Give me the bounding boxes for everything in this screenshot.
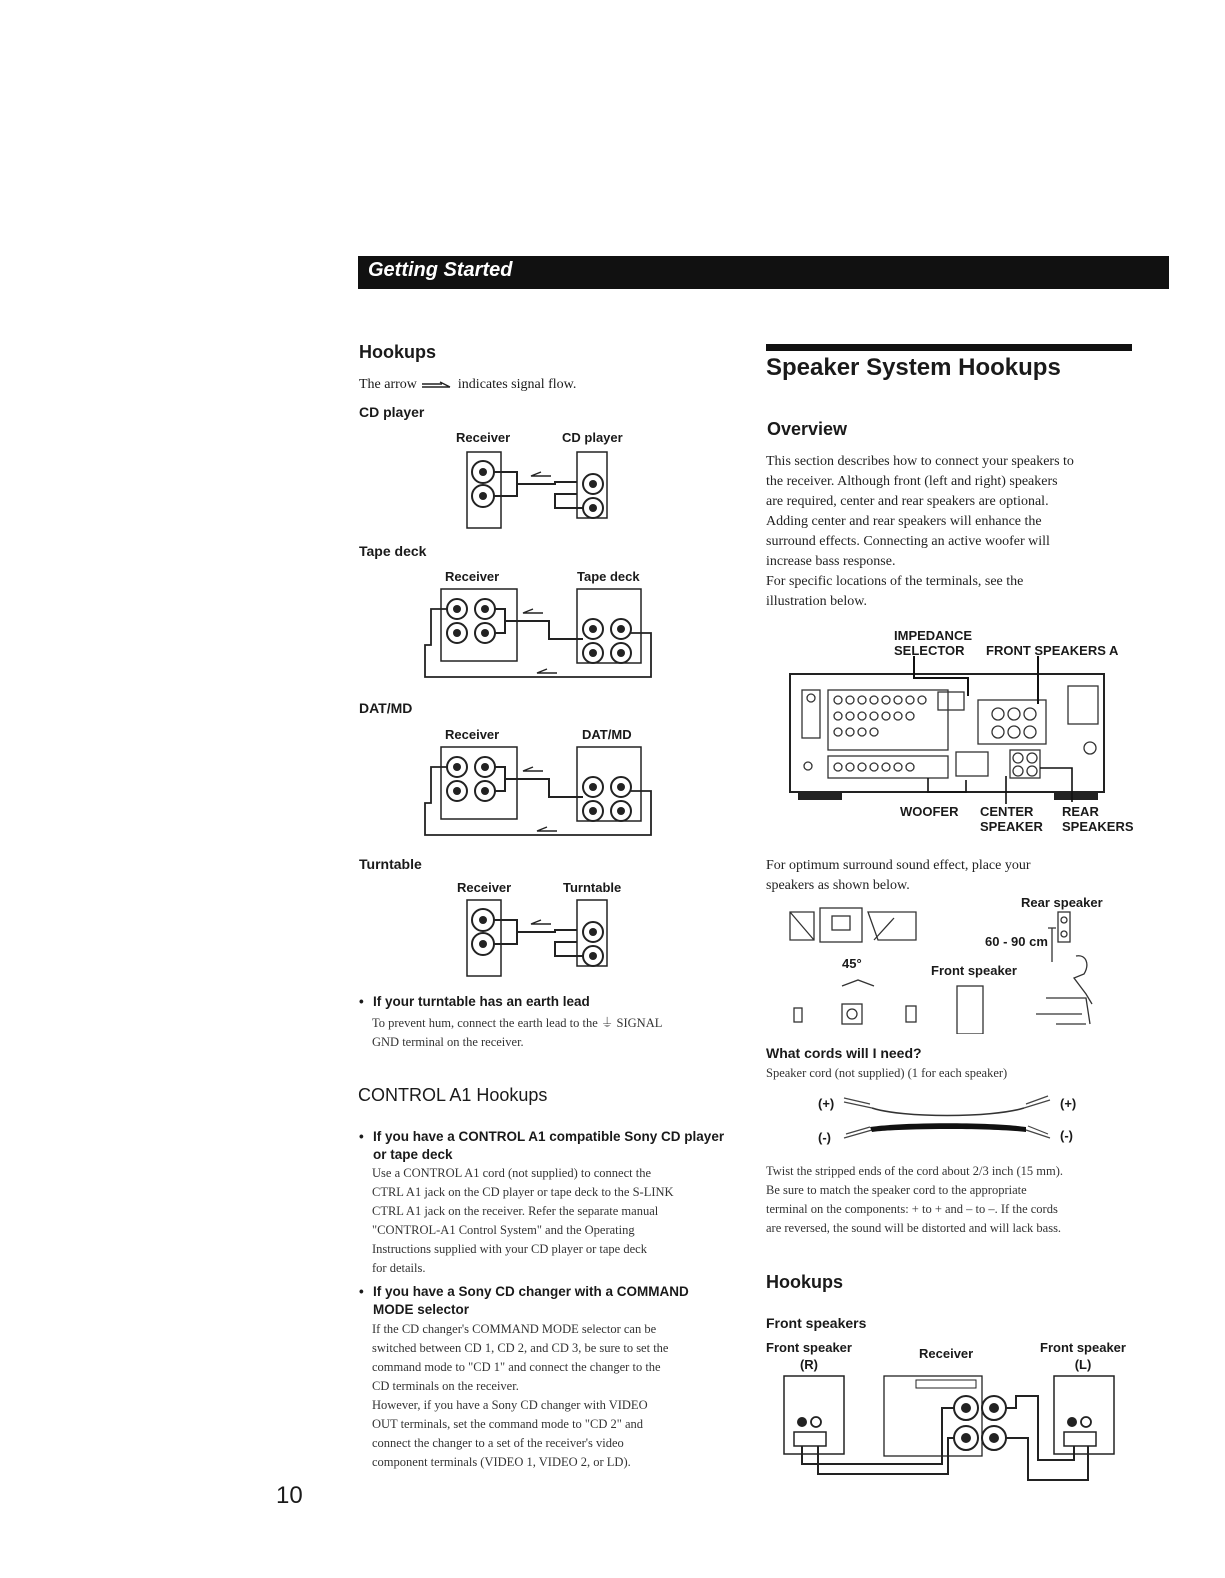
woofer-label: WOOFER (900, 804, 959, 819)
control-bullet-1-heading: • If you have a CONTROL A1 compatible Sony CD player or tape deck (373, 1128, 724, 1164)
angle-label: 45° (842, 956, 862, 971)
speaker-placement-illustration (786, 904, 1116, 1034)
tape-hookup-diagram (423, 587, 655, 679)
section-rule (766, 344, 1132, 351)
tape-heading: Tape deck (359, 543, 427, 559)
control-a1-title: CONTROL A1 Hookups (358, 1085, 548, 1105)
turntable-heading: Turntable (359, 856, 422, 872)
cd-heading: CD player (359, 404, 425, 420)
rear-speaker-label: Rear speaker (1021, 895, 1103, 910)
datmd-hookup-diagram (423, 745, 655, 837)
cd-receiver-label: Receiver (456, 430, 511, 445)
datmd-device-label: DAT/MD (582, 727, 632, 742)
cord-minus-right: (-) (1060, 1128, 1073, 1143)
control-bullet-2-text: If the CD changer's COMMAND MODE selector can be switched between CD 1, CD 2, and CD 3, be sure to set the command mode to "CD 1" and connect the changer to the CD terminals on the receiver. However, if you have a Sony CD changer with VIDEO OUT terminals, set the command mode to "CD 2" and connect the changer to a set of the receiver's video component terminals (VIDEO 1, VIDEO 2, or LD). (372, 1322, 669, 1469)
front-speaker-r-label: Front speaker (R) (766, 1340, 852, 1372)
overview-title: Overview (767, 419, 848, 439)
placement-text: For optimum surround sound effect, place your speakers as shown below. (766, 858, 1031, 893)
cd-player-label: CD player (562, 430, 623, 445)
earth-lead-heading: • If your turntable has an earth lead (373, 994, 590, 1009)
center-speaker-label: CENTER SPEAKER (980, 804, 1043, 834)
cord-plus-left: (+) (818, 1096, 835, 1111)
overview-text: This section describes how to connect your speakers to the receiver. Although front (left and right) speakers are required, center and rear speakers are optional. Adding center and rear speakers will enhance the surround effects. Connecting an active woofer will increase bass response. For specific locations of the terminals, see the illustration below. (766, 454, 1074, 609)
hookups-title: Hookups (359, 342, 437, 362)
control-bullet-2-heading: • If you have a Sony CD changer with a COMMAND MODE selector (373, 1283, 689, 1319)
arrow-note: The arrow indicates signal flow. (359, 377, 577, 392)
earth-lead-text: To prevent hum, connect the earth lead to the ⏚ SIGNAL GND terminal on the receiver. (372, 1016, 663, 1049)
speaker-hookups-title: Speaker System Hookups (766, 354, 1061, 381)
front-speaker-hookup-diagram (782, 1374, 1122, 1486)
rear-panel-illustration (788, 656, 1114, 806)
hookups-right-title: Hookups (766, 1272, 844, 1292)
tape-deck-label: Tape deck (577, 569, 640, 584)
speaker-cord-illustration (842, 1094, 1054, 1144)
cord-minus-left: (-) (818, 1130, 831, 1145)
datmd-heading: DAT/MD (359, 700, 413, 716)
page-number: 10 (276, 1482, 303, 1509)
section-banner (358, 256, 1169, 289)
front-speakers-a-label: FRONT SPEAKERS A (986, 643, 1119, 658)
distance-label: 60 - 90 cm (985, 934, 1048, 949)
twist-text: Twist the stripped ends of the cord about 2/3 inch (15 mm). Be sure to match the speaker cord to the appropriate terminal on the components: + to + and – to –. If the cords are reversed, the sound will be distorted and will lack bass. (766, 1164, 1063, 1235)
cords-text: Speaker cord (not supplied) (1 for each speaker) (766, 1066, 1008, 1080)
turntable-hookup-diagram (455, 898, 625, 978)
front-speaker-label: Front speaker (931, 963, 1017, 978)
turntable-receiver-label: Receiver (457, 880, 512, 895)
cord-plus-right: (+) (1060, 1096, 1077, 1111)
signal-arrow-icon (420, 379, 454, 391)
rear-speakers-label: REAR SPEAKERS (1062, 804, 1134, 834)
cd-hookup-diagram (455, 450, 625, 530)
cords-title: What cords will I need? (766, 1045, 922, 1061)
section-title: Getting Started (368, 259, 513, 281)
receiver-label: Receiver (919, 1346, 974, 1361)
tape-receiver-label: Receiver (445, 569, 500, 584)
front-speakers-title: Front speakers (766, 1315, 867, 1331)
control-bullet-1-text: Use a CONTROL A1 cord (not supplied) to connect the CTRL A1 jack on the CD player or tape deck to the S-LINK CTRL A1 jack on the receiver. Refer the separate manual "CONTROL-A1 Control System" and the Operating Instructions supplied with your CD player or tape deck for details. (372, 1166, 674, 1275)
turntable-device-label: Turntable (563, 880, 622, 895)
front-speaker-l-label: Front speaker (L) (1040, 1340, 1126, 1372)
datmd-receiver-label: Receiver (445, 727, 500, 742)
impedance-selector-label: IMPEDANCE SELECTOR (894, 628, 973, 658)
